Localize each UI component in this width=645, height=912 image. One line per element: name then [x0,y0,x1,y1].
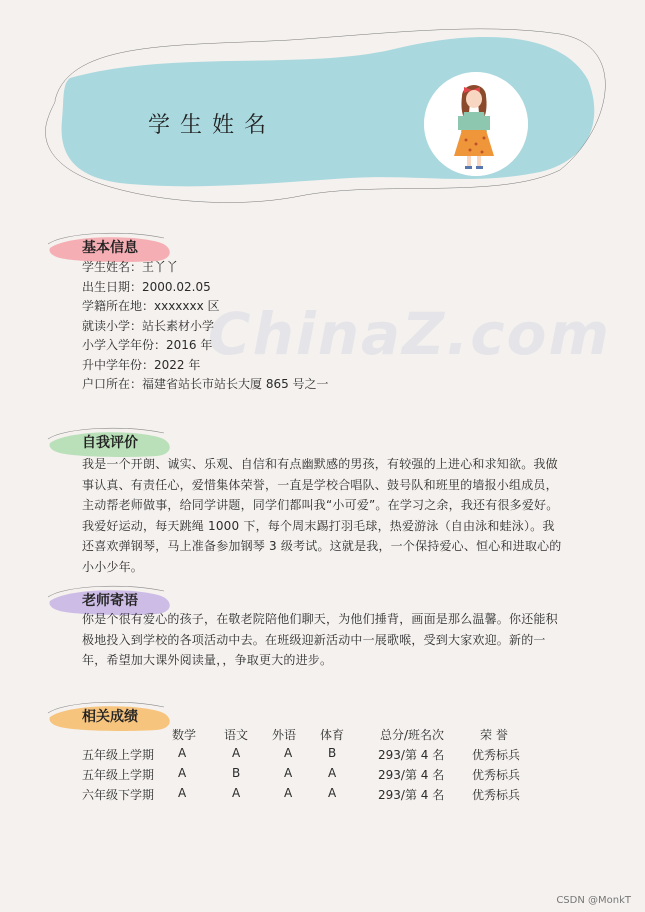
basic-info-line: 升中学年份：2022 年 [82,357,201,372]
student-name-title: 学生姓名 [148,113,277,138]
grade-cell: A [232,786,241,800]
watermark: ChinaZ.com [208,300,611,368]
grade-cell: A [284,746,293,760]
teacher-message-text: 你是个很有爱心的孩子，在敬老院陪他们聊天，为他们捶背，画面是那么温馨。你还能积极地投入到学校的各项活动中去。在班级迎新活动中一展歌喉，受到大家欢迎。新的一年，希望加大课外阅读量，，争取更大的进步。 [82,612,558,667]
basic-info-list [82,258,329,395]
section-grades-title: 相关成绩 [82,709,138,725]
rank-cell: 293/第 4 名 [378,768,445,782]
basic-info-line: 出生日期：2000.02.05 [82,279,211,294]
grades-header-cell: 体育 [320,728,345,742]
section-teacher-title: 老师寄语 [82,593,138,609]
section-self-title: 自我评价 [82,435,138,451]
header-blob [0,0,645,220]
grade-cell: A [178,786,187,800]
grade-cell: A [178,766,187,780]
section-grades-header [46,699,186,733]
term-cell: 五年级上学期 [82,748,155,762]
honor-cell: 优秀标兵 [472,788,521,802]
basic-info-line: 户口所在：福建省站长市站长大厦 865 号之一 [82,377,329,391]
grades-header-cell: 外语 [272,728,297,742]
rank-cell: 293/第 4 名 [378,748,445,762]
grade-cell: B [232,766,241,780]
student-avatar [424,72,528,176]
grades-header-cell: 数学 [172,728,197,742]
grade-cell: A [284,766,293,780]
grades-header-cell: 荣 誉 [480,728,508,742]
basic-info-line: 学籍所在地：xxxxxxx 区 [82,299,220,313]
girl-illustration-icon [424,72,528,176]
basic-info-line: 就读小学：站长素材小学 [82,318,215,333]
grade-cell: A [178,746,187,760]
rank-cell: 293/第 4 名 [378,788,445,802]
basic-info-line: 学生姓名：王丫丫 [82,260,179,274]
grade-cell: A [284,786,293,800]
grade-cell: A [232,746,241,760]
grades-header-cell: 语文 [224,728,249,742]
honor-cell: 优秀标兵 [472,768,521,782]
self-evaluation-text: 我是一个开朗、诚实、乐观、自信和有点幽默感的男孩，有较强的上进心和求知欲。我做事认真、有责任心，爱惜集体荣誉，一直是学校合唱队、鼓号队和班里的墙报小组成员，主动帮老师做事，给同学讲题，同学们都叫我“小可爱”。在学习之余，我还有很多爱好。我爱好运动，每天跳绳 1000 下，每个周末踢打羽毛球，热爱游泳（自由泳和蛙泳）。我还喜欢弹钢琴，马上准备参加钢琴 3 级考试。这就是我，一个保持爱心、恒心和进取心的小小少年。 [82,457,562,574]
term-cell: 六年级下学期 [82,788,155,802]
footer-credit: CSDN @MonkT [556,895,631,906]
basic-info-line: 小学入学年份：2016 年 [82,338,213,352]
grade-cell: A [328,766,337,780]
section-basic-title: 基本信息 [82,240,138,256]
grades-header-cell: 总分/班名次 [380,728,445,742]
grade-cell: A [328,786,337,800]
term-cell: 五年级上学期 [82,768,155,782]
grade-cell: B [328,746,337,760]
honor-cell: 优秀标兵 [472,748,521,762]
